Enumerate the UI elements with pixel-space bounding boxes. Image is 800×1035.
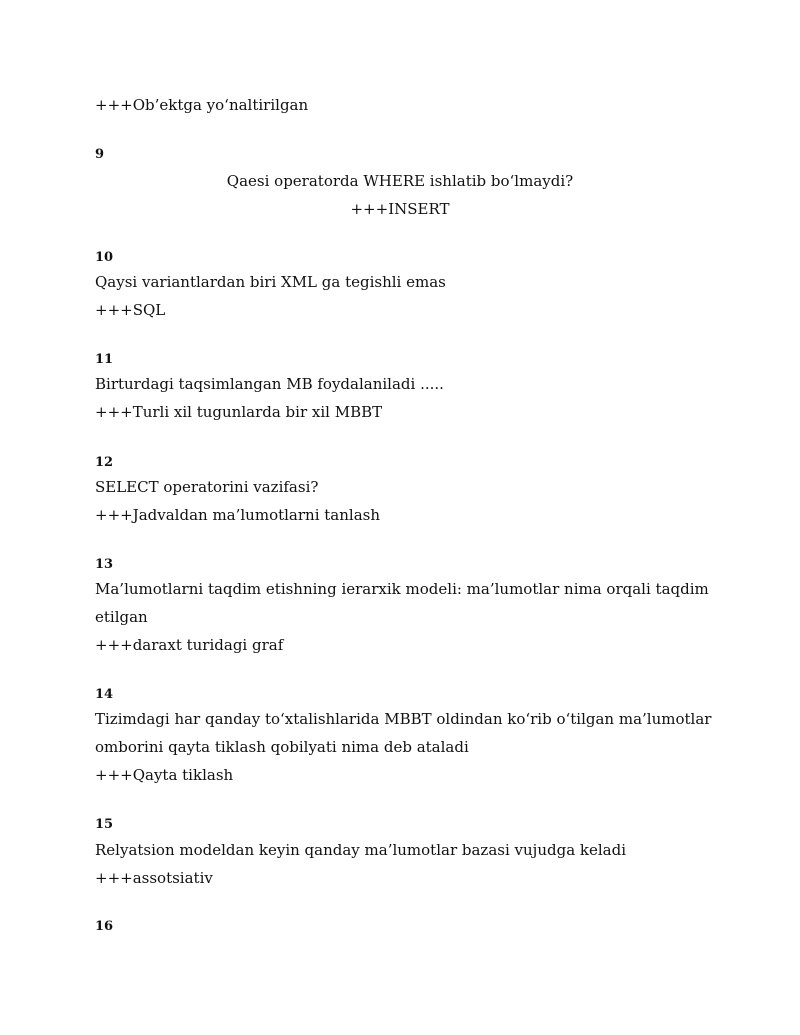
question-number: 13 [95,557,114,572]
question-number: 9 [95,147,105,162]
question-text: Qaysi variantlardan biri XML ga tegishli emas [95,273,446,291]
question-text: Relyatsion modeldan keyin qanday ma’lumotlar bazasi vujudga keladi [95,841,627,859]
question-number: 11 [95,352,114,367]
question-text: Birturdagi taqsimlangan MB foydalaniladi ..... [95,375,444,393]
answer-text: +++daraxt turidagi graf [95,636,284,654]
answer-text: +++Jadvaldan ma’lumotlarni tanlash [95,506,380,524]
question-number: 15 [95,817,114,832]
answer-text: +++Turli xil tugunlarda bir xil MBBT [95,403,383,421]
answer-text: +++Qayta tiklash [95,766,234,784]
question-number: 16 [95,919,114,934]
question-text: Ma’lumotlarni taqdim etishning ierarxik modeli: ma’lumotlar nima orqali taqdim [95,580,709,598]
question-text: SELECT operatorini vazifasi? [95,478,319,496]
answer-text: +++INSERT [350,200,450,218]
question-text: omborini qayta tiklash qobilyati nima deb ataladi [95,738,469,756]
question-number: 12 [95,455,114,470]
question-text: Tizimdagi har qanday to‘xtalishlarida MBBT oldindan ko‘rib o‘tilgan ma’lumotlar [95,710,712,728]
question-number: 14 [95,687,114,702]
question-text: Qaesi operatorda WHERE ishlatib bo‘lmaydi? [226,172,574,190]
question-number: 10 [95,250,114,265]
question-text: etilgan [95,608,148,626]
answer-text: +++SQL [95,301,166,319]
answer-text: +++assotsiativ [95,869,213,887]
answer-text: +++Ob’ektga yo‘naltirilgan [95,96,309,114]
